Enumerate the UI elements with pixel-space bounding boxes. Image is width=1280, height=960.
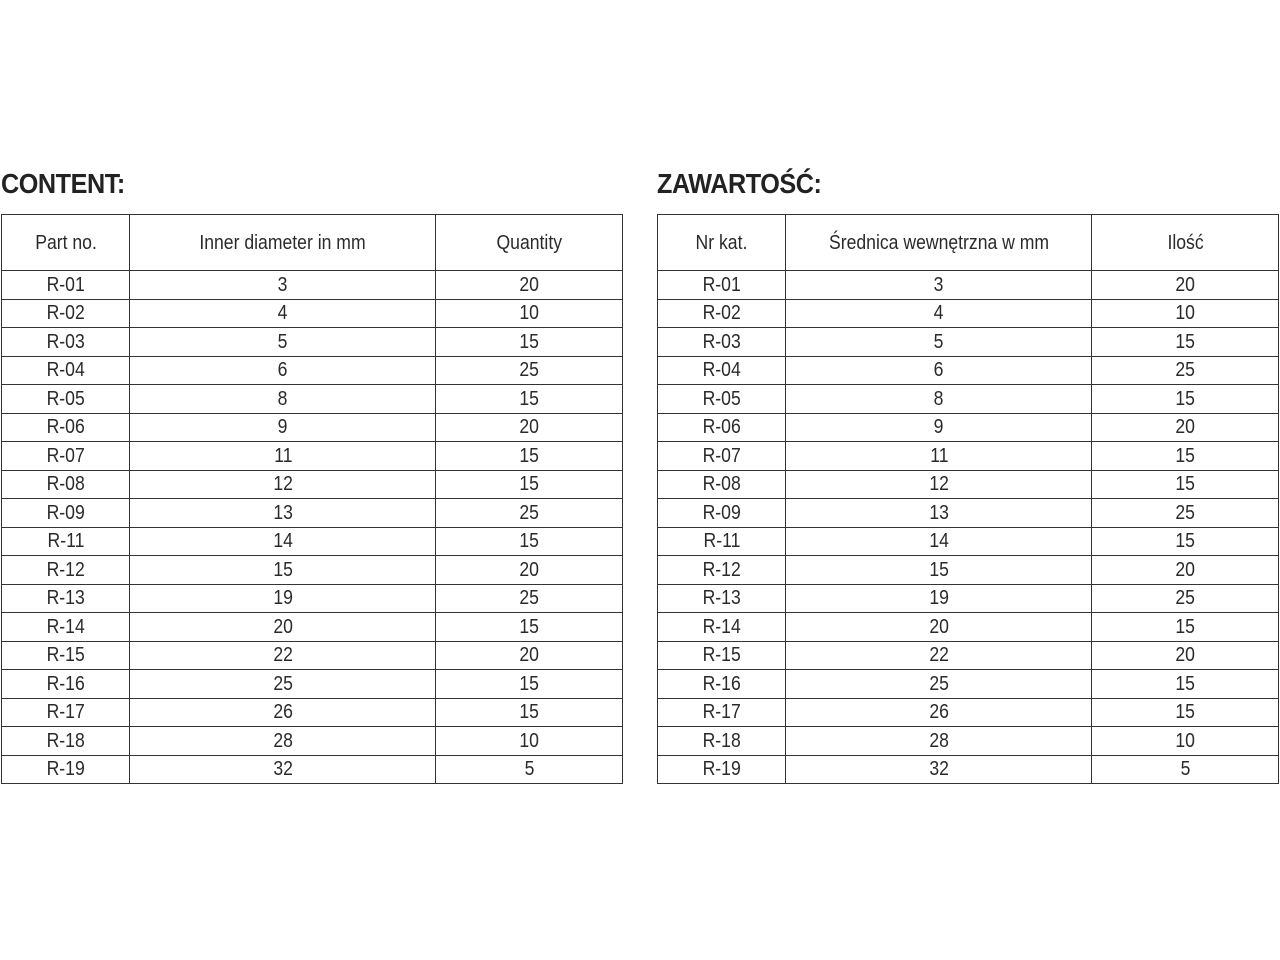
quantity-cell bbox=[436, 556, 623, 585]
cell-value: 25 bbox=[1175, 587, 1195, 610]
diameter-cell bbox=[786, 299, 1092, 328]
cell-value: R-02 bbox=[46, 302, 85, 325]
cell-value: R-14 bbox=[702, 615, 741, 638]
table-row bbox=[2, 328, 623, 357]
cell-value: 15 bbox=[519, 701, 539, 724]
cell-value: 4 bbox=[933, 302, 944, 325]
table-row bbox=[658, 556, 1279, 585]
diameter-cell bbox=[786, 499, 1092, 528]
column-header-label: Quantity bbox=[496, 231, 562, 254]
part-number-cell bbox=[658, 527, 786, 556]
content-table-polish bbox=[657, 214, 1279, 784]
diameter-cell bbox=[130, 613, 436, 642]
table-row bbox=[2, 755, 623, 784]
cell-value: 13 bbox=[929, 501, 949, 524]
cell-value: R-08 bbox=[46, 473, 85, 496]
cell-value: R-14 bbox=[46, 615, 85, 638]
cell-value: 10 bbox=[519, 729, 539, 752]
quantity-cell bbox=[436, 670, 623, 699]
cell-value: 14 bbox=[273, 530, 293, 553]
cell-value: R-17 bbox=[46, 701, 85, 724]
cell-value: R-04 bbox=[702, 359, 741, 382]
cell-value: 15 bbox=[519, 387, 539, 410]
cell-value: 9 bbox=[933, 416, 944, 439]
table-row bbox=[2, 641, 623, 670]
column-header-label: Nr kat. bbox=[695, 231, 748, 254]
cell-value: R-05 bbox=[46, 387, 85, 410]
diameter-cell bbox=[786, 698, 1092, 727]
cell-value: R-13 bbox=[702, 587, 741, 610]
quantity-cell bbox=[436, 271, 623, 300]
cell-value: 11 bbox=[929, 444, 949, 467]
cell-value: R-15 bbox=[46, 644, 85, 667]
part-number-cell bbox=[658, 271, 786, 300]
diameter-cell bbox=[130, 356, 436, 385]
diameter-cell bbox=[130, 299, 436, 328]
quantity-cell bbox=[436, 328, 623, 357]
cell-value: 8 bbox=[277, 387, 288, 410]
cell-value: R-15 bbox=[702, 644, 741, 667]
diameter-cell bbox=[130, 556, 436, 585]
column-header-inner-diameter bbox=[130, 215, 436, 271]
cell-value: 14 bbox=[929, 530, 949, 553]
table-row bbox=[2, 299, 623, 328]
cell-value: 9 bbox=[277, 416, 288, 439]
diameter-cell bbox=[786, 670, 1092, 699]
cell-value: 15 bbox=[1175, 615, 1195, 638]
diameter-cell bbox=[786, 556, 1092, 585]
quantity-cell bbox=[436, 442, 623, 471]
cell-value: R-07 bbox=[702, 444, 741, 467]
table-header-row bbox=[2, 215, 623, 271]
cell-value: 19 bbox=[273, 587, 293, 610]
cell-value: 15 bbox=[1175, 444, 1195, 467]
cell-value: 19 bbox=[929, 587, 949, 610]
part-number-cell bbox=[2, 413, 130, 442]
section-title: ZAWARTOŚĆ: bbox=[657, 168, 822, 199]
cell-value: 15 bbox=[519, 530, 539, 553]
quantity-cell bbox=[436, 356, 623, 385]
column-header-quantity bbox=[436, 215, 623, 271]
cell-value: R-03 bbox=[46, 330, 85, 353]
diameter-cell bbox=[786, 755, 1092, 784]
table-row bbox=[658, 499, 1279, 528]
quantity-cell bbox=[436, 385, 623, 414]
quantity-cell bbox=[1092, 613, 1279, 642]
cell-value: R-01 bbox=[702, 273, 741, 296]
cell-value: 15 bbox=[1175, 530, 1195, 553]
part-number-cell bbox=[658, 356, 786, 385]
cell-value: 12 bbox=[929, 473, 949, 496]
diameter-cell bbox=[130, 727, 436, 756]
cell-value: 20 bbox=[1175, 558, 1195, 581]
cell-value: 22 bbox=[273, 644, 293, 667]
cell-value: 20 bbox=[1175, 273, 1195, 296]
quantity-cell bbox=[436, 413, 623, 442]
table-row bbox=[2, 584, 623, 613]
quantity-cell bbox=[1092, 299, 1279, 328]
cell-value: 15 bbox=[1175, 330, 1195, 353]
quantity-cell bbox=[436, 698, 623, 727]
diameter-cell bbox=[786, 442, 1092, 471]
cell-value: R-18 bbox=[46, 729, 85, 752]
part-number-cell bbox=[2, 698, 130, 727]
cell-value: 32 bbox=[929, 758, 949, 781]
table-row bbox=[2, 356, 623, 385]
table-row bbox=[658, 470, 1279, 499]
cell-value: R-17 bbox=[702, 701, 741, 724]
quantity-cell bbox=[436, 727, 623, 756]
table-row bbox=[2, 413, 623, 442]
quantity-cell bbox=[1092, 499, 1279, 528]
part-number-cell bbox=[2, 385, 130, 414]
table-row bbox=[658, 584, 1279, 613]
table-row bbox=[2, 556, 623, 585]
part-number-cell bbox=[2, 442, 130, 471]
quantity-cell bbox=[1092, 755, 1279, 784]
quantity-cell bbox=[436, 755, 623, 784]
cell-value: 15 bbox=[519, 444, 539, 467]
quantity-cell bbox=[1092, 641, 1279, 670]
diameter-cell bbox=[130, 527, 436, 556]
cell-value: 4 bbox=[277, 302, 288, 325]
part-number-cell bbox=[658, 670, 786, 699]
cell-value: 15 bbox=[519, 672, 539, 695]
content-table-english bbox=[1, 214, 623, 784]
quantity-cell bbox=[1092, 413, 1279, 442]
cell-value: R-11 bbox=[703, 530, 741, 553]
diameter-cell bbox=[786, 385, 1092, 414]
cell-value: 12 bbox=[273, 473, 293, 496]
cell-value: 15 bbox=[519, 615, 539, 638]
table-row bbox=[658, 641, 1279, 670]
cell-value: R-09 bbox=[702, 501, 741, 524]
cell-value: 15 bbox=[1175, 701, 1195, 724]
quantity-cell bbox=[1092, 470, 1279, 499]
part-number-cell bbox=[2, 470, 130, 499]
part-number-cell bbox=[2, 499, 130, 528]
cell-value: 11 bbox=[273, 444, 293, 467]
diameter-cell bbox=[786, 613, 1092, 642]
cell-value: 15 bbox=[1175, 387, 1195, 410]
diameter-cell bbox=[786, 641, 1092, 670]
part-number-cell bbox=[2, 755, 130, 784]
column-header-srednica bbox=[786, 215, 1092, 271]
table-row bbox=[658, 527, 1279, 556]
cell-value: 25 bbox=[1175, 501, 1195, 524]
cell-value: 22 bbox=[929, 644, 949, 667]
part-number-cell bbox=[2, 584, 130, 613]
cell-value: 8 bbox=[933, 387, 944, 410]
cell-value: R-12 bbox=[702, 558, 741, 581]
cell-value: 5 bbox=[524, 758, 535, 781]
part-number-cell bbox=[658, 755, 786, 784]
table-header-row bbox=[658, 215, 1279, 271]
quantity-cell bbox=[436, 584, 623, 613]
cell-value: 15 bbox=[273, 558, 293, 581]
cell-value: 25 bbox=[1175, 359, 1195, 382]
quantity-cell bbox=[1092, 442, 1279, 471]
diameter-cell bbox=[130, 470, 436, 499]
part-number-cell bbox=[2, 727, 130, 756]
diameter-cell bbox=[130, 385, 436, 414]
cell-value: 15 bbox=[1175, 672, 1195, 695]
part-number-cell bbox=[658, 698, 786, 727]
cell-value: 20 bbox=[519, 558, 539, 581]
cell-value: R-02 bbox=[702, 302, 741, 325]
diameter-cell bbox=[130, 755, 436, 784]
column-header-label: Inner diameter in mm bbox=[199, 231, 367, 254]
cell-value: R-09 bbox=[46, 501, 85, 524]
table-row bbox=[658, 385, 1279, 414]
cell-value: R-04 bbox=[46, 359, 85, 382]
part-number-cell bbox=[658, 584, 786, 613]
table-row bbox=[2, 698, 623, 727]
part-number-cell bbox=[658, 556, 786, 585]
column-header-label: Ilość bbox=[1167, 231, 1204, 254]
diameter-cell bbox=[130, 641, 436, 670]
cell-value: 20 bbox=[519, 273, 539, 296]
cell-value: 10 bbox=[519, 302, 539, 325]
cell-value: 15 bbox=[519, 330, 539, 353]
part-number-cell bbox=[658, 499, 786, 528]
diameter-cell bbox=[786, 584, 1092, 613]
part-number-cell bbox=[2, 641, 130, 670]
diameter-cell bbox=[130, 670, 436, 699]
cell-value: 5 bbox=[933, 330, 944, 353]
quantity-cell bbox=[1092, 356, 1279, 385]
table-row bbox=[2, 613, 623, 642]
cell-value: R-16 bbox=[46, 672, 85, 695]
cell-value: 28 bbox=[273, 729, 293, 752]
quantity-cell bbox=[1092, 584, 1279, 613]
part-number-cell bbox=[2, 527, 130, 556]
cell-value: 25 bbox=[519, 501, 539, 524]
table-row bbox=[658, 727, 1279, 756]
cell-value: 20 bbox=[273, 615, 293, 638]
cell-value: 15 bbox=[519, 473, 539, 496]
quantity-cell bbox=[1092, 556, 1279, 585]
quantity-cell bbox=[436, 499, 623, 528]
table-row bbox=[658, 442, 1279, 471]
cell-value: 25 bbox=[519, 587, 539, 610]
cell-value: R-05 bbox=[702, 387, 741, 410]
cell-value: R-06 bbox=[702, 416, 741, 439]
table-row bbox=[2, 727, 623, 756]
cell-value: 28 bbox=[929, 729, 949, 752]
quantity-cell bbox=[436, 527, 623, 556]
column-header-part-no bbox=[2, 215, 130, 271]
part-number-cell bbox=[2, 356, 130, 385]
diameter-cell bbox=[130, 584, 436, 613]
table-row bbox=[658, 413, 1279, 442]
part-number-cell bbox=[2, 328, 130, 357]
part-number-cell bbox=[2, 271, 130, 300]
diameter-cell bbox=[786, 271, 1092, 300]
diameter-cell bbox=[786, 328, 1092, 357]
cell-value: R-11 bbox=[47, 530, 85, 553]
column-header-nr-kat bbox=[658, 215, 786, 271]
cell-value: R-19 bbox=[702, 758, 741, 781]
cell-value: 3 bbox=[933, 273, 944, 296]
cell-value: 20 bbox=[519, 644, 539, 667]
quantity-cell bbox=[1092, 727, 1279, 756]
quantity-cell bbox=[1092, 385, 1279, 414]
table-row bbox=[658, 613, 1279, 642]
cell-value: 26 bbox=[273, 701, 293, 724]
quantity-cell bbox=[436, 299, 623, 328]
cell-value: 20 bbox=[519, 416, 539, 439]
cell-value: 10 bbox=[1175, 729, 1195, 752]
cell-value: 15 bbox=[1175, 473, 1195, 496]
cell-value: 15 bbox=[929, 558, 949, 581]
part-number-cell bbox=[658, 299, 786, 328]
diameter-cell bbox=[130, 442, 436, 471]
cell-value: 20 bbox=[1175, 644, 1195, 667]
cell-value: R-08 bbox=[702, 473, 741, 496]
table-body bbox=[2, 271, 623, 784]
cell-value: 26 bbox=[929, 701, 949, 724]
cell-value: R-06 bbox=[46, 416, 85, 439]
diameter-cell bbox=[786, 413, 1092, 442]
quantity-cell bbox=[436, 470, 623, 499]
cell-value: R-07 bbox=[46, 444, 85, 467]
cell-value: 13 bbox=[273, 501, 293, 524]
table-row bbox=[2, 499, 623, 528]
cell-value: 25 bbox=[273, 672, 293, 695]
quantity-cell bbox=[1092, 271, 1279, 300]
quantity-cell bbox=[1092, 698, 1279, 727]
cell-value: 10 bbox=[1175, 302, 1195, 325]
quantity-cell bbox=[436, 613, 623, 642]
cell-value: 32 bbox=[273, 758, 293, 781]
diameter-cell bbox=[130, 271, 436, 300]
part-number-cell bbox=[2, 670, 130, 699]
diameter-cell bbox=[786, 527, 1092, 556]
part-number-cell bbox=[658, 328, 786, 357]
table-row bbox=[2, 527, 623, 556]
quantity-cell bbox=[1092, 328, 1279, 357]
table-row bbox=[2, 271, 623, 300]
column-header-label: Średnica wewnętrzna w mm bbox=[828, 231, 1049, 254]
diameter-cell bbox=[130, 499, 436, 528]
cell-value: 20 bbox=[1175, 416, 1195, 439]
table-row bbox=[2, 670, 623, 699]
diameter-cell bbox=[130, 328, 436, 357]
section-title: CONTENT: bbox=[1, 168, 125, 199]
cell-value: 5 bbox=[277, 330, 288, 353]
cell-value: R-12 bbox=[46, 558, 85, 581]
cell-value: 25 bbox=[929, 672, 949, 695]
table-row bbox=[658, 755, 1279, 784]
part-number-cell bbox=[2, 613, 130, 642]
diameter-cell bbox=[786, 356, 1092, 385]
part-number-cell bbox=[2, 556, 130, 585]
cell-value: 6 bbox=[933, 359, 944, 382]
diameter-cell bbox=[130, 698, 436, 727]
part-number-cell bbox=[658, 727, 786, 756]
cell-value: R-18 bbox=[702, 729, 741, 752]
table-row bbox=[658, 299, 1279, 328]
quantity-cell bbox=[1092, 670, 1279, 699]
table-row bbox=[658, 356, 1279, 385]
cell-value: R-16 bbox=[702, 672, 741, 695]
part-number-cell bbox=[658, 613, 786, 642]
part-number-cell bbox=[658, 413, 786, 442]
table-row bbox=[658, 271, 1279, 300]
diameter-cell bbox=[130, 413, 436, 442]
cell-value: 6 bbox=[277, 359, 288, 382]
table-body bbox=[658, 271, 1279, 784]
diameter-cell bbox=[786, 727, 1092, 756]
diameter-cell bbox=[786, 470, 1092, 499]
column-header-ilosc bbox=[1092, 215, 1279, 271]
part-number-cell bbox=[658, 470, 786, 499]
table-row bbox=[2, 385, 623, 414]
cell-value: R-01 bbox=[46, 273, 85, 296]
quantity-cell bbox=[1092, 527, 1279, 556]
cell-value: 20 bbox=[929, 615, 949, 638]
part-number-cell bbox=[658, 385, 786, 414]
table-row bbox=[2, 442, 623, 471]
quantity-cell bbox=[436, 641, 623, 670]
part-number-cell bbox=[658, 442, 786, 471]
table-row bbox=[658, 670, 1279, 699]
table-row bbox=[658, 328, 1279, 357]
cell-value: 25 bbox=[519, 359, 539, 382]
part-number-cell bbox=[2, 299, 130, 328]
cell-value: R-03 bbox=[702, 330, 741, 353]
cell-value: R-19 bbox=[46, 758, 85, 781]
table-row bbox=[658, 698, 1279, 727]
cell-value: R-13 bbox=[46, 587, 85, 610]
cell-value: 3 bbox=[277, 273, 288, 296]
column-header-label: Part no. bbox=[34, 231, 97, 254]
cell-value: 5 bbox=[1180, 758, 1191, 781]
part-number-cell bbox=[658, 641, 786, 670]
table-row bbox=[2, 470, 623, 499]
